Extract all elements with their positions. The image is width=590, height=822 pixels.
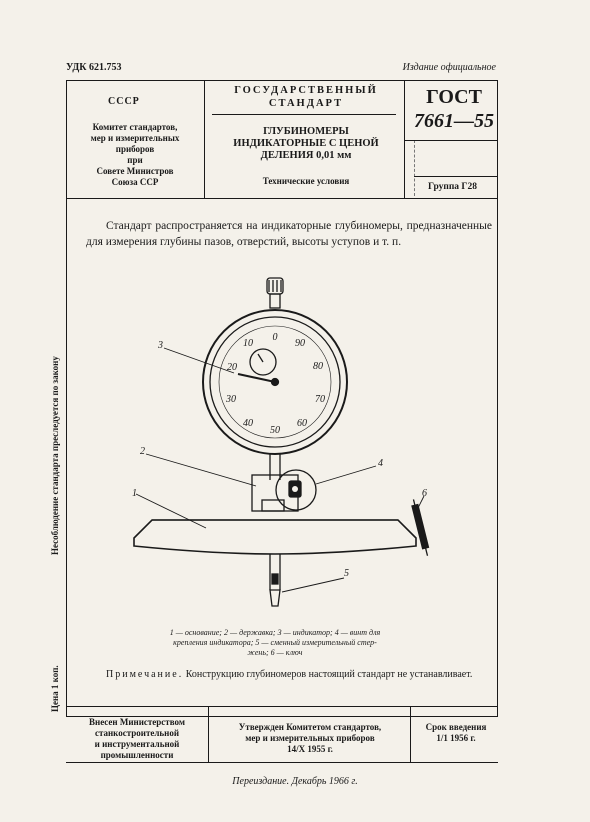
committee-line: Совете Министров xyxy=(96,166,174,176)
effective-date xyxy=(414,722,498,744)
dial-number: 70 xyxy=(315,394,325,405)
header-thin-divider xyxy=(414,140,415,196)
footer-divider-right xyxy=(410,706,411,762)
rod-slot xyxy=(272,574,278,584)
footer-divider-left xyxy=(208,706,209,762)
submitted-line: промышленности xyxy=(100,750,174,760)
dial-number: 40 xyxy=(243,418,253,429)
price-label: Цена 1 коп. xyxy=(50,665,60,712)
approved-line: 14/X 1955 г. xyxy=(287,744,333,754)
document-subtitle: Технические условия xyxy=(262,176,350,186)
header-divider-right xyxy=(404,80,405,198)
rod-tip xyxy=(270,590,280,606)
dial-number: 50 xyxy=(270,425,280,436)
dial-needle xyxy=(238,374,275,382)
ussr-label: СССР xyxy=(108,96,140,107)
leader-line-4 xyxy=(316,466,376,484)
reprint-note: Переиздание. Декабрь 1966 г. xyxy=(232,776,358,787)
committee-line: приборов xyxy=(115,144,155,154)
submitted-line: станкостроительной xyxy=(94,728,180,738)
udk-code: УДК 621.753 xyxy=(66,62,122,73)
dial-number: 10 xyxy=(243,338,253,349)
edition-label: Издание официальное xyxy=(402,62,496,73)
committee-text xyxy=(70,122,200,188)
group-box-rule xyxy=(414,176,498,177)
callout-2: 2 xyxy=(140,446,145,457)
callout-3: 3 xyxy=(158,340,163,351)
leader-line-2 xyxy=(146,454,256,486)
document-title xyxy=(210,126,402,162)
callout-1: 1 xyxy=(132,488,137,499)
callout-5: 5 xyxy=(344,568,349,579)
callout-6: 6 xyxy=(422,488,427,499)
effective-line: Срок введения xyxy=(425,722,487,732)
wrench-key xyxy=(411,499,431,557)
approved-line: Утвержден Комитетом стандартов, xyxy=(238,722,382,732)
footer-bottom-rule xyxy=(66,762,498,763)
committee-line: Союза ССР xyxy=(111,177,159,187)
header-divider-left xyxy=(204,80,205,198)
group-label: Группа Г28 xyxy=(428,182,477,192)
committee-line: при xyxy=(127,155,143,165)
state-standard-line: ГОСУДАРСТВЕННЫЙ xyxy=(234,85,378,96)
callout-4: 4 xyxy=(378,458,383,469)
effective-line: 1/1 1956 г. xyxy=(436,733,476,743)
title-line: ИНДИКАТОРНЫЕ С ЦЕНОЙ xyxy=(233,138,379,149)
submitted-line: и инструментальной xyxy=(94,739,180,749)
holder-clamp xyxy=(262,500,284,511)
scope-paragraph: Стандарт распространяется на индикаторные глубиномеры, предназначенные для измерения глубины пазов, отверстий, высоты уступов и т. п. xyxy=(86,220,492,248)
dial-number: 60 xyxy=(297,418,307,429)
base-plate xyxy=(134,520,416,554)
title-line: ГЛУБИНОМЕРЫ xyxy=(263,126,349,137)
center-rule xyxy=(212,114,396,115)
leader-line-5 xyxy=(282,578,344,592)
dial-number: 0 xyxy=(272,332,278,343)
footer-top-rule xyxy=(66,706,498,707)
note-paragraph xyxy=(86,668,492,682)
gost-label: ГОСТ xyxy=(426,86,482,108)
needle-hub xyxy=(272,379,279,386)
submitted-by xyxy=(70,717,204,761)
caption-line: 1 — основание; 2 — державка; 3 — индикатор; 4 — винт для xyxy=(169,628,381,637)
caption-line: жень; 6 — ключ xyxy=(247,648,303,657)
depth-gauge-drawing xyxy=(86,270,446,626)
figure-caption xyxy=(100,628,450,658)
approved-line: мер и измерительных приборов xyxy=(245,733,375,743)
gost-box-rule xyxy=(404,140,498,141)
committee-line: Комитет стандартов, xyxy=(92,122,178,132)
state-standard-heading xyxy=(210,84,402,110)
crown-stem xyxy=(270,294,280,308)
law-notice: Несоблюдение стандарта преследуется по закону xyxy=(50,356,60,555)
note-label: Примечание. xyxy=(106,669,184,680)
submitted-line: Внесен Министерством xyxy=(89,717,185,727)
gost-number: 7661—55 xyxy=(414,110,494,132)
dial-number: 20 xyxy=(227,362,237,373)
caption-line: крепления индикатора; 5 — сменный измерительный стер- xyxy=(173,638,377,647)
approved-by xyxy=(212,722,408,755)
header-bottom-rule xyxy=(66,198,498,199)
dial-number: 90 xyxy=(295,338,305,349)
note-text: Конструкцию глубиномеров настоящий стандарт не устанавливает. xyxy=(183,669,473,680)
committee-line: мер и измерительных xyxy=(90,133,180,143)
title-line: ДЕЛЕНИЯ 0,01 мм xyxy=(260,150,352,161)
dial-number: 30 xyxy=(226,394,236,405)
state-standard-line: СТАНДАРТ xyxy=(268,98,344,109)
leader-line-1 xyxy=(136,494,206,528)
dial-number: 80 xyxy=(313,361,323,372)
